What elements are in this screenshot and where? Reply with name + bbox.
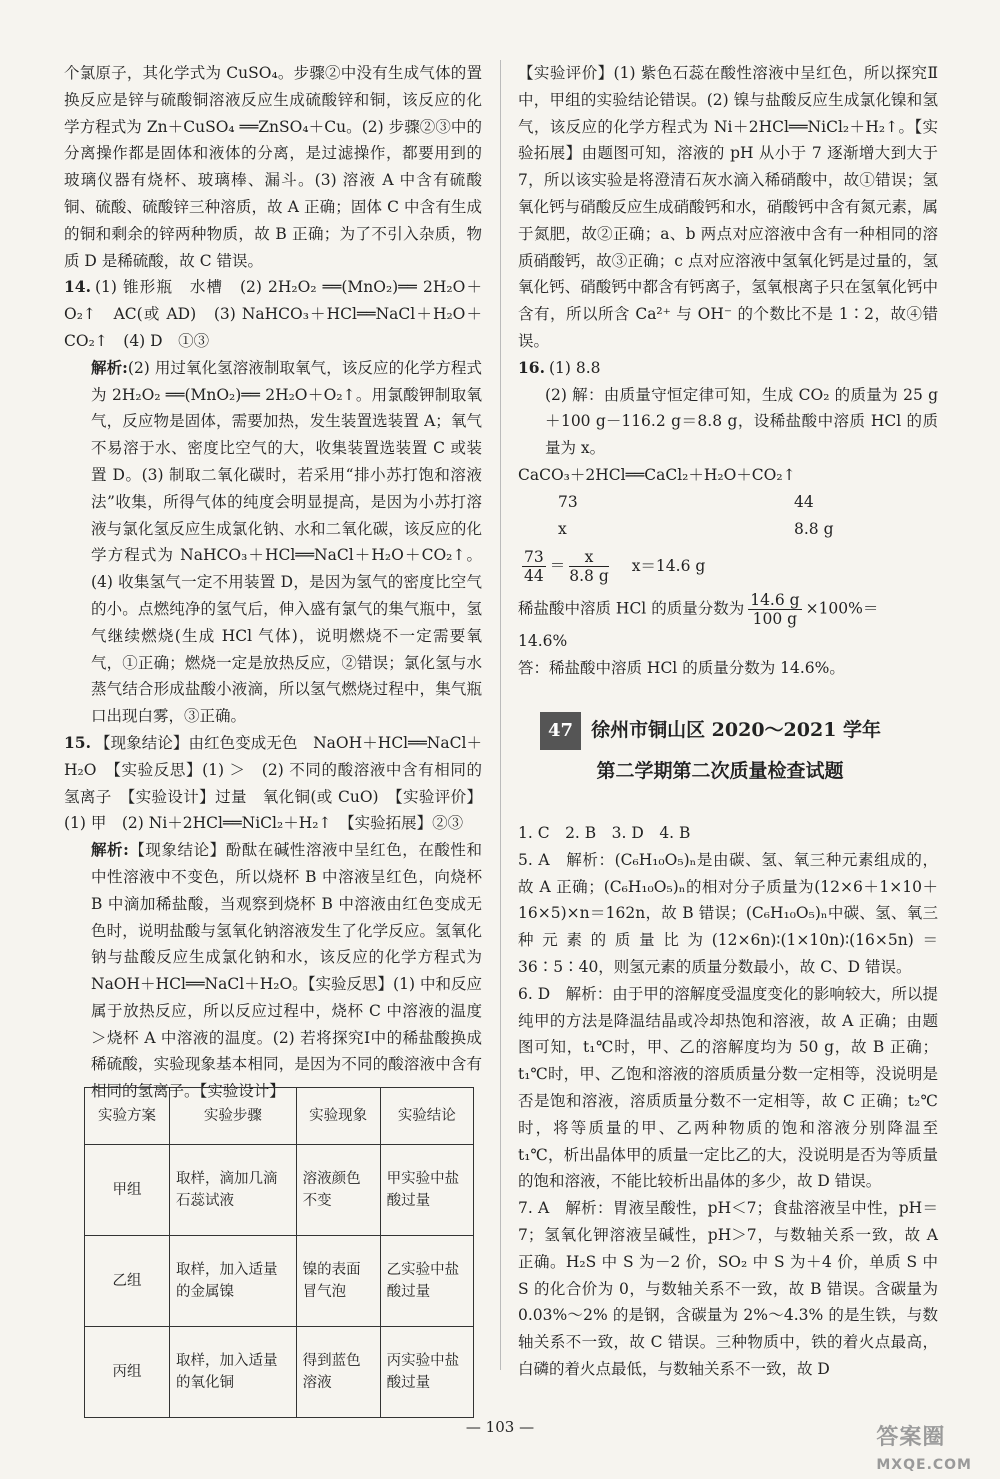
section-title-line2: 第二学期第二次质量检查试题 bbox=[596, 760, 844, 782]
fraction bbox=[569, 548, 609, 585]
fraction bbox=[748, 591, 801, 628]
section-title-text: 徐州市铜山区 2020～2021 学年 bbox=[591, 719, 882, 741]
equation-mass-row bbox=[518, 516, 938, 543]
molar-mass-co2: 44 bbox=[794, 492, 814, 511]
mass-fraction-value: 14.6% bbox=[518, 632, 568, 651]
answers-1-4: 1. C 2. B 3. D 4. B bbox=[518, 824, 691, 842]
table-cell: 乙组 bbox=[85, 1236, 170, 1327]
experiment-table bbox=[84, 1087, 474, 1418]
answer-text: 【现象结论】由红色变成无色 NaOH＋HCl══NaCl＋H₂O 【实验反思】(1) ＞ (2) 不同的酸溶液中含有相同的氢离子 【实验设计】过量 氧化铜(或 CuO) 【实验评价】(1) 甲 (2) Ni＋2HCl══NiCl₂＋H₂↑ 【实验拓展】②③ bbox=[64, 733, 482, 833]
answer-text: (1) 锥形瓶 水槽 (2) 2H₂O₂ ══(MnO₂)══ 2H₂O＋O₂↑ AC(或 AD) (3) NaHCO₃＋HCl══NaCl＋H₂O＋CO₂↑ (4) D ①③ bbox=[64, 278, 482, 350]
table-cell: 溶液颜色不变 bbox=[296, 1145, 380, 1236]
answer-5: 5. A 解析：(C₆H₁₀O₅)ₙ是由碳、氢、氧三种元素组成的，故 A 正确；(C₆H₁₀O₅)ₙ的相对分子质量为(12×6＋1×10＋16×5)×n＝162n，故 B 错误；(C₆H₁₀O₅)ₙ中碳、氢、氧三种元素的质量比为(12×6n)∶(1×10n)∶(16×5n)＝36∶5∶40，则氢元素的质量分数最小，故 C、D 错误。 bbox=[518, 850, 938, 976]
section-title-line1 bbox=[540, 712, 940, 750]
ratio-equation: $\frac{73}{44}$ ＝ $\frac{x}{8.8 g}$ x＝14.6 g bbox=[524, 548, 706, 586]
fraction bbox=[522, 548, 546, 585]
question-number: 16. bbox=[518, 357, 545, 377]
table-cell: 丙实验中盐酸过量 bbox=[380, 1327, 473, 1418]
page-number: — 103 — bbox=[465, 1418, 535, 1436]
table-header: 实验现象 bbox=[296, 1088, 380, 1145]
left-column bbox=[64, 60, 482, 1105]
mass-fraction-operator: ×100%＝ bbox=[805, 599, 879, 618]
table-row bbox=[85, 1236, 474, 1327]
answer-6: 6. D 解析：由于甲的溶解度受温度变化的影响较大，所以提纯甲的方法是降温结晶或冷却热饱和溶液，故 A 正确；由题图可知，t₁℃时，甲、乙的溶解度均为 50 g，故 B 正确；t₁℃时，甲、乙饱和溶液的溶质质量分数一定相等，没说明是否是饱和溶液，溶质质量分数不一定相等，故 C 正确；t₂℃时，将等质量的甲、乙两种物质的饱和溶液分别降温至 t₁℃，析出晶体甲的质量一定比乙的大，没说明是否为等质量的饱和溶液，不能比较析出晶体的多少，故 D 错误。 bbox=[518, 984, 938, 1191]
table-cell: 取样，加入适量的金属镍 bbox=[170, 1236, 297, 1327]
explanation-text: 【现象结论】酚酞在碱性溶液中呈红色，在酸性和中性溶液中不变色，所以烧杯 B 中溶液呈红色，向烧杯 B 中滴加稀盐酸，当观察到烧杯 B 中溶液由红色变成无色时，说明盐酸与氢氧化钠溶液发生了化学反应。氢氧化钠与盐酸反应生成氯化钠和水，该反应的化学方程式为 NaOH＋HCl══NaCl＋H₂O。【实验反思】(1) 中和反应属于放热反应，所以反应过程中，烧杯 C 中溶液的温度＞烧杯 A 中溶液的温度。(2) 若将探究Ⅰ中的稀盐酸换成稀硫酸，实验现象基本相同，是因为不同的酸溶液中含有相同的氢离子。【实验设计】 bbox=[91, 841, 482, 1101]
mass-fraction-label: 稀盐酸中溶质 HCl 的质量分数为 bbox=[518, 599, 745, 618]
denominator: 8.8 g bbox=[569, 567, 609, 586]
question-15-explanation bbox=[64, 837, 482, 1105]
mass-fraction-line bbox=[518, 591, 938, 628]
denominator: 100 g bbox=[752, 610, 798, 629]
table-cell: 甲实验中盐酸过量 bbox=[380, 1145, 473, 1236]
numerator: 73 bbox=[524, 548, 544, 567]
explanation-text: (2) 用过氧化氢溶液制取氧气，该反应的化学方程式为 2H₂O₂ ══(MnO₂)══ 2H₂O＋O₂↑。用氯酸钾制取氧气，反应物是固体，需要加热，发生装置选装置 A；氧气不易溶于水、密度比空气的大，收集装置选装置 C 或装置 D。(3) 制取二氧化碳时，若采用“排小苏打饱和溶液法”收集，所得气体的纯度会明显提高，是因为小苏打溶液与氯化氢反应生成氯化钠、水和二氧化碳，该反应的化学方程式为 NaHCO₃＋HCl══NaCl＋H₂O＋CO₂↑。(4) 收集氢气一定不用装置 D，是因为氢气的密度比空气的小。点燃纯净的氢气后，伸入盛有氯气的集气瓶中，氢气继续燃烧(生成 HCl 气体)，说明燃烧不一定需要氧气，①正确；燃烧一定是放热反应，②错误；氯化氢与水蒸气结合形成盐酸小液滴，所以氢气燃烧过程中，集气瓶口出现白雾，③正确。 bbox=[91, 358, 482, 726]
section-number-badge: 47 bbox=[540, 712, 581, 750]
paragraph-15-continued: 【实验评价】(1) 紫色石蕊在酸性溶液中呈红色，所以探究Ⅱ中，甲组的实验结论错误。(2) 镍与盐酸反应生成氯化镍和氢气，该反应的化学方程式为 Ni＋2HCl══NiCl₂＋H₂↑。【实验拓展】由题图可知，溶液的 pH 从小于 7 逐渐增大到大于 7，所以该实验是将澄清石灰水滴入稀硝酸中，故①错误；氢氧化钙与硝酸反应生成硝酸钙和水，硝酸钙中含有氮元素，属于氮肥，故②正确；a、b 两点对应溶液中含有一种相同的溶质硝酸钙，故③正确；c 点对应溶液中氢氧化钙是过量的，氢氧化钙、硝酸钙中都含有钙离子，氢氧根离子只在氢氧化钙中含有，所以所含 Ca²⁺ 与 OH⁻ 的个数比不是 1∶2，故④错误。 bbox=[518, 64, 938, 350]
table-cell: 得到蓝色溶液 bbox=[296, 1327, 380, 1418]
question-14-answer bbox=[64, 274, 482, 354]
right-column bbox=[518, 60, 938, 682]
chemical-equation: CaCO₃＋2HCl══CaCl₂＋H₂O＋CO₂↑ bbox=[518, 465, 796, 484]
numerator: x bbox=[569, 548, 609, 567]
denominator: 44 bbox=[524, 567, 544, 586]
numerator: 14.6 g bbox=[750, 591, 800, 610]
table-header: 实验方案 bbox=[85, 1088, 170, 1145]
final-answer: 答：稀盐酸中溶质 HCl 的质量分数为 14.6%。 bbox=[518, 659, 845, 678]
ratio-result: x＝14.6 g bbox=[631, 556, 706, 575]
question-15-answer bbox=[64, 730, 482, 837]
section-47-answers bbox=[518, 820, 938, 1383]
table-cell: 乙实验中盐酸过量 bbox=[380, 1236, 473, 1327]
molar-mass-hcl: 73 bbox=[558, 492, 578, 511]
table-cell: 取样，加入适量的氧化铜 bbox=[170, 1327, 297, 1418]
question-14-explanation bbox=[64, 355, 482, 730]
mass-co2: 8.8 g bbox=[794, 519, 834, 538]
watermark-sub: MXQE.COM bbox=[876, 1456, 972, 1473]
table-cell: 镍的表面冒气泡 bbox=[296, 1236, 380, 1327]
question-16-part1 bbox=[518, 355, 938, 382]
answer-7: 7. A 解析：胃液呈酸性，pH＜7；食盐溶液呈中性，pH＝7；氢氧化钾溶液呈碱性，pH＞7，与数轴关系一致，故 A 正确。H₂S 中 S 为－2 价，SO₂ 中 S 为＋4 价，单质 S 中 S 的化合价为 0，与数轴关系不一致，故 B 错误。含碳量为 0.03%～2% 的是钢，含碳量为 2%～4.3% 的是生铁，与数轴关系不一致，故 C 错误。三种物质中，铁的着火点最高，白磷的着火点最低，与数轴关系不一致，故 D bbox=[518, 1199, 938, 1378]
explanation-label: 解析: bbox=[91, 357, 128, 377]
table-header: 实验结论 bbox=[380, 1088, 473, 1145]
table-cell: 取样，滴加几滴石蕊试液 bbox=[170, 1145, 297, 1236]
answer-text: (1) 8.8 bbox=[548, 358, 601, 377]
question-16-part2: (2) 解：由质量守恒定律可知，生成 CO₂ 的质量为 25 g＋100 g－116.2 g＝8.8 g，设稀盐酸中溶质 HCl 的质量为 x。 bbox=[545, 385, 938, 458]
mass-hcl: x bbox=[558, 519, 567, 538]
explanation-label: 解析: bbox=[91, 840, 129, 860]
table-row bbox=[85, 1327, 474, 1418]
table-header: 实验步骤 bbox=[170, 1088, 297, 1145]
equation-ratio-row bbox=[518, 489, 938, 516]
table-header-row bbox=[85, 1088, 474, 1145]
watermark-main: 答案圈 bbox=[876, 1425, 946, 1450]
section-heading bbox=[540, 712, 940, 788]
column-divider bbox=[500, 60, 501, 1370]
question-number: 14. bbox=[64, 277, 91, 297]
table-row bbox=[85, 1145, 474, 1236]
question-number: 15. bbox=[64, 732, 91, 752]
table-cell: 丙组 bbox=[85, 1327, 170, 1418]
paragraph-13-continued: 个氯原子，其化学式为 CuSO₄。步骤②中没有生成气体的置换反应是锌与硫酸铜溶液反应生成硫酸锌和铜，该反应的化学方程式为 Zn＋CuSO₄ ══ZnSO₄＋Cu。(2) 步骤②③中的分离操作都是固体和液体的分离，是过滤操作，都要用到的玻璃仪器有烧杯、玻璃棒、漏斗。(3) 溶液 A 中含有硫酸铜、硫酸、硫酸锌三种溶质，故 A 正确；固体 C 中含有生成的铜和剩余的锌两种物质，故 B 正确；为了不引入杂质，物质 D 是稀硫酸，故 C 错误。 bbox=[64, 64, 482, 270]
table-cell: 甲组 bbox=[85, 1145, 170, 1236]
